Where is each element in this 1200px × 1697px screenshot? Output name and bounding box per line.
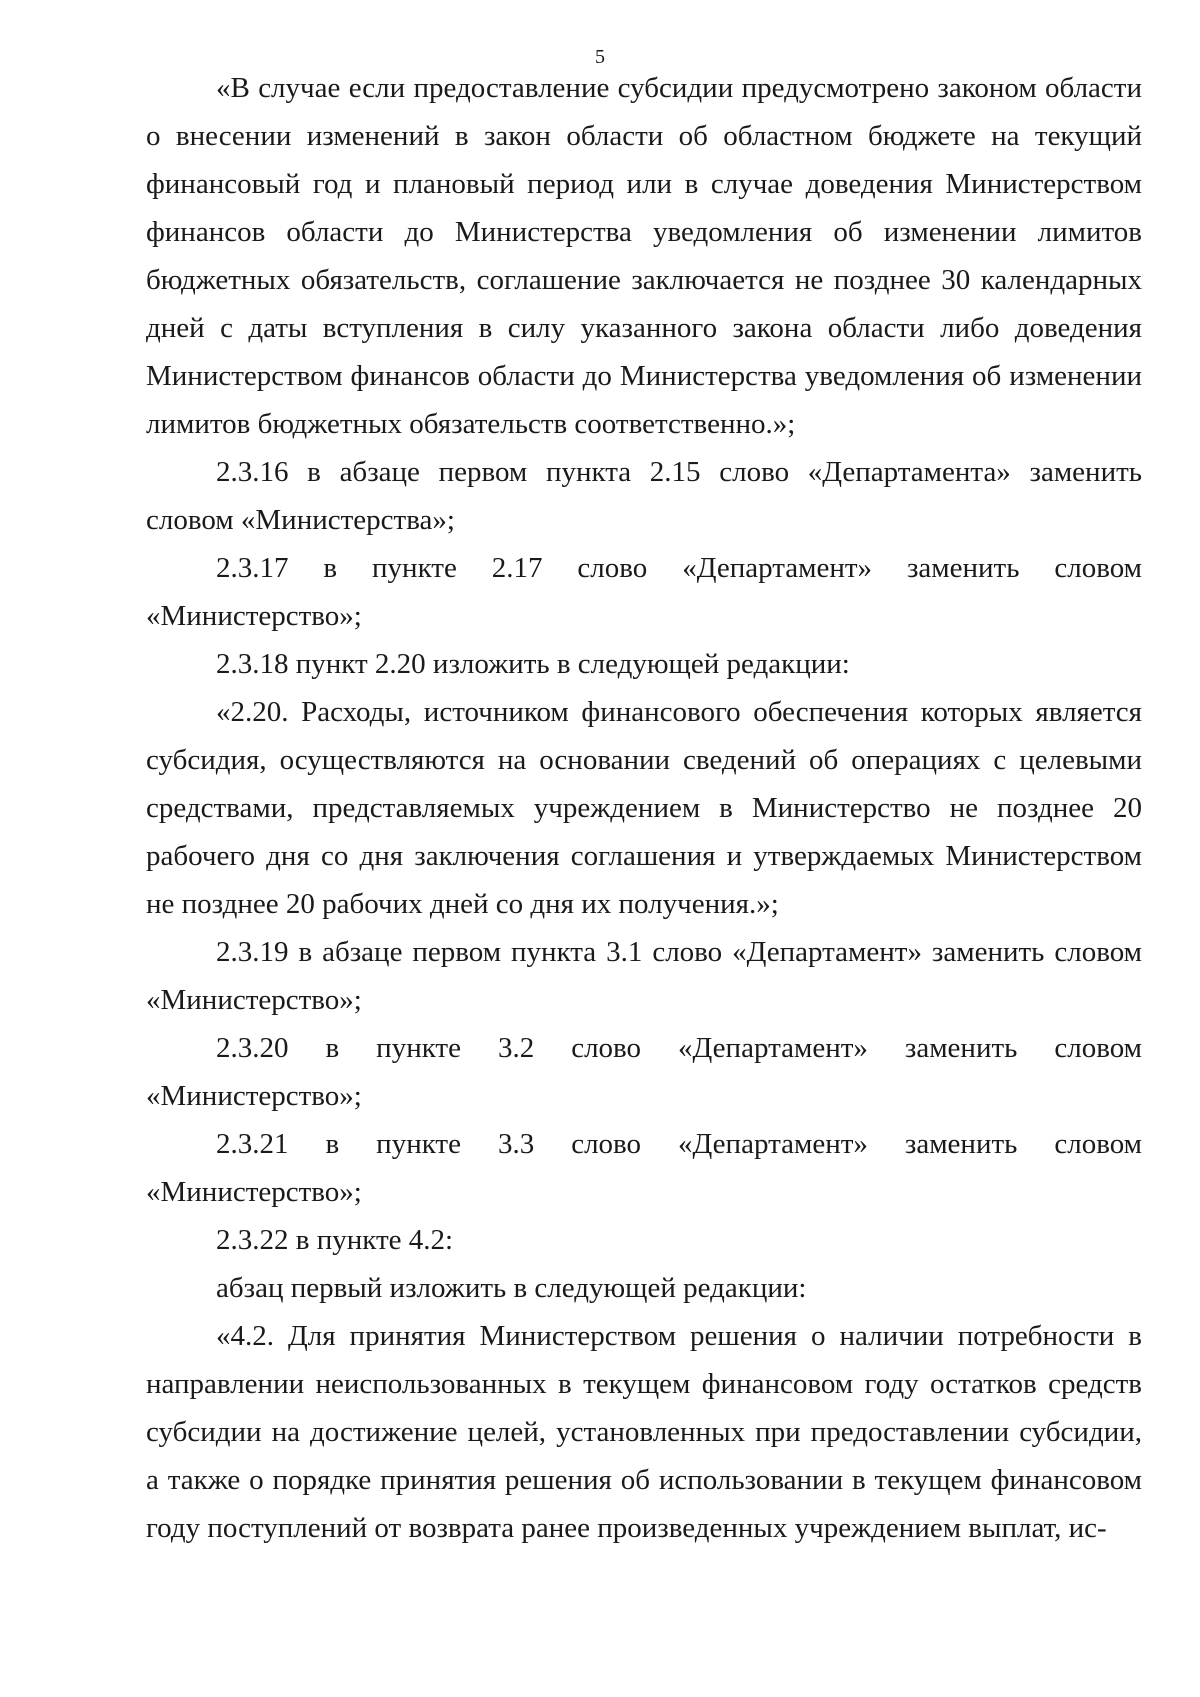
paragraph-2-3-19: 2.3.19 в абзаце первом пункта 3.1 слово «Департамент» заменить словом «Министерство»;	[146, 936, 1142, 1016]
document-body	[146, 64, 1142, 1552]
paragraph-quoted-2-20: «2.20. Расходы, источником финансового обеспечения которых является субсидия, осуществляются на основании сведений об операциях с целевыми средствами, представляемых учреждением в Министерство не позднее 20 рабочего дня со дня заключения соглашения и утверждаемых Министерством не позднее 20 рабочих дней со дня их получения.»;	[146, 696, 1142, 920]
page-number: 5	[595, 46, 605, 68]
paragraph-2-3-20: 2.3.20 в пункте 3.2 слово «Департамент» заменить словом «Министерство»;	[146, 1032, 1142, 1112]
paragraph-2-3-18: 2.3.18 пункт 2.20 изложить в следующей редакции:	[216, 648, 850, 680]
paragraph-quoted-subsidy-agreement: «В случае если предоставление субсидии предусмотрено законом области о внесении изменений в закон области об областном бюджете на текущий финансовый год и плановый период или в случае доведения Министерством финансов области до Министерства уведомления об изменении лимитов бюджетных обязательств, соглашение заключается не позднее 30 календарных дней с даты вступления в силу указанного закона области либо доведения Министерством финансов области до Министерства уведомления об изменении лимитов бюджетных обязательств соответственно.»;	[146, 72, 1142, 440]
paragraph-first-subparagraph: абзац первый изложить в следующей редакции:	[216, 1272, 807, 1304]
paragraph-2-3-16: 2.3.16 в абзаце первом пункта 2.15 слово «Департамента» заменить словом «Министерства»;	[146, 456, 1142, 536]
paragraph-2-3-21: 2.3.21 в пункте 3.3 слово «Департамент» заменить словом «Министерство»;	[146, 1128, 1142, 1208]
paragraph-quoted-4-2: «4.2. Для принятия Министерством решения о наличии потребности в направлении неиспользованных в текущем финансовом году остатков средств субсидии на достижение целей, установленных при предоставлении субсидии, а также о порядке принятия решения об использовании в текущем финансовом году поступлений от возврата ранее произведенных учреждением выплат, ис-	[146, 1320, 1142, 1544]
paragraph-2-3-22: 2.3.22 в пункте 4.2:	[216, 1224, 454, 1256]
paragraph-2-3-17: 2.3.17 в пункте 2.17 слово «Департамент» заменить словом «Министерство»;	[146, 552, 1142, 632]
